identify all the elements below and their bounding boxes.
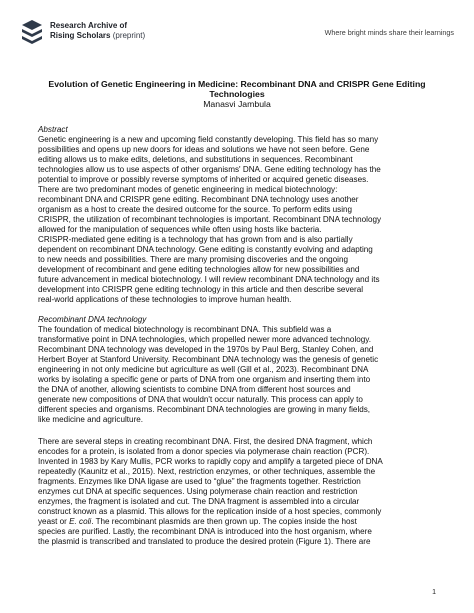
text-line: dependent on recombinant DNA technology. Gene editing is constantly evolving and adapting bbox=[38, 245, 373, 254]
abstract-paragraph bbox=[38, 135, 438, 305]
author-name: Manasvi Jambula bbox=[203, 99, 271, 109]
text-line: works by isolating a specific gene or parts of DNA from one organism and inserting them into bbox=[38, 375, 371, 384]
text-line: Herbert Boyer at Stanford University. Recombinant DNA technology was the genesis of genetic bbox=[38, 355, 379, 364]
text-line: different species and organisms. Recombinant DNA technologies are growing in many fields, bbox=[38, 405, 371, 414]
brand-name bbox=[50, 21, 145, 41]
text-line: development into CRISPR gene editing technology in this article and then describe several bbox=[38, 285, 364, 294]
brand-preprint-label: (preprint) bbox=[112, 31, 146, 40]
recombinant-paragraph-1 bbox=[38, 325, 438, 425]
text-line: There are two predominant modes of genetic engineering in medical biotechnology: bbox=[38, 185, 338, 194]
text-line: CRISPR, the utilization of recombinant technologies is important. Recombinant DNA technology bbox=[38, 215, 382, 224]
text-line: repeatedly (Kaunitz et al., 2015). Next, restriction enzymes, or other techniques, assemble the bbox=[38, 467, 376, 476]
text-line: fragments. Enzymes like DNA ligase are used to “glue” the fragments together. Restriction bbox=[38, 477, 361, 486]
page-header bbox=[20, 18, 454, 50]
text-line: CRISPR-mediated gene editing is a technology that has grown from and is also partially bbox=[38, 235, 353, 244]
abstract-heading: Abstract bbox=[38, 125, 68, 134]
text-line: like medicine and agriculture. bbox=[38, 415, 144, 424]
text-line: real-world applications of these technologies to improve human health. bbox=[38, 295, 292, 304]
text-line: possibilities and opens up new doors for ideas and solutions we have not seen before. Gene bbox=[38, 145, 370, 154]
text-line bbox=[38, 517, 438, 527]
paper-title: Evolution of Genetic Engineering in Medicine: Recombinant DNA and CRISPR Gene Editing Technologies bbox=[48, 79, 426, 99]
page-number: 1 bbox=[432, 589, 436, 596]
text-line: the DNA of another, allowing scientists to combine DNA from different host sources and bbox=[38, 385, 351, 394]
italic-term: E. coli bbox=[69, 517, 92, 526]
text-line: Genetic engineering is a new and upcoming field constantly developing. This field has so many bbox=[38, 135, 379, 144]
text-line: enzymes, the fragment is isolated and cut. The DNA fragment is assembled into a circular bbox=[38, 497, 360, 506]
brand-line-2 bbox=[50, 31, 145, 41]
text-line: organism as a host to create the desired outcome for the source. To perform edits using bbox=[38, 205, 353, 214]
recombinant-dna-heading: Recombinant DNA technology bbox=[38, 315, 147, 324]
text-line: to new needs and possibilities. There are many promising discoveries and the ongoing bbox=[38, 255, 348, 264]
brand-name-bold: Rising Scholars bbox=[50, 31, 111, 40]
archive-logo-icon bbox=[20, 18, 44, 46]
spacer bbox=[38, 305, 438, 315]
text-line: Invented in 1983 by Kary Mullis, PCR works to rapidly copy and amplify a targeted piece of DNA bbox=[38, 457, 383, 466]
text-line: potential to improve or possibly reverse symptoms of inherited or acquired genetic diseases. bbox=[38, 175, 369, 184]
tagline: Where bright minds share their learnings bbox=[324, 28, 454, 37]
text-line: engineering in not only medicine but agriculture as well (Gill et al., 2023). Recombinant DNA bbox=[38, 365, 369, 374]
text-fragment: . The recombinant plasmids are then grown up. The copies inside the host bbox=[91, 517, 357, 526]
paper-body bbox=[38, 125, 438, 547]
recombinant-paragraph-2 bbox=[38, 437, 438, 547]
text-line: generate new compositions of DNA that wouldn't occur naturally. This process can apply to bbox=[38, 395, 363, 404]
title-block bbox=[24, 79, 450, 110]
text-line: encodes for a protein, is isolated from a donor species via polymerase chain reaction (PCR). bbox=[38, 447, 370, 456]
text-fragment: yeast or bbox=[38, 517, 70, 526]
text-line: recombinant DNA and CRISPR gene editing. Recombinant DNA technology uses another bbox=[38, 195, 359, 204]
text-line: Recombinant DNA technology was developed in the 1970s by Paul Berg, Stanley Cohen, and bbox=[38, 345, 374, 354]
text-line: construct known as a plasmid. This allows for the replication inside of a host species, commonly bbox=[38, 507, 382, 516]
text-line: technologies allow us to use aspects of other organisms' DNA. Gene editing technology has the bbox=[38, 165, 381, 174]
text-line: species are purified. Lastly, the recombinant DNA is introduced into the host organism, where bbox=[38, 527, 372, 536]
brand-line-1: Research Archive of bbox=[50, 21, 128, 30]
text-line: development of recombinant and gene editing technologies allow for new possibilities and bbox=[38, 265, 360, 274]
text-line: editing allows us to make edits, deletions, and substitutions in sequences. Recombinant bbox=[38, 155, 353, 164]
text-line: allowed for the manipulation of sequences while often using hosts like bacteria. bbox=[38, 225, 322, 234]
spacer bbox=[38, 425, 438, 437]
text-line: transformative point in DNA technologies, which propelled newer more advanced technology. bbox=[38, 335, 371, 344]
text-line: the plasmid is transcribed and translated to produce the desired protein (Figure 1). There are bbox=[38, 537, 371, 546]
text-line: enzymes cut DNA at specific sequences. Using polymerase chain reaction and restriction bbox=[38, 487, 358, 496]
text-line: future advancement in medical biotechnology. I will review recombinant DNA technology and its bbox=[38, 275, 380, 284]
text-line: The foundation of medical biotechnology is recombinant DNA. This subfield was a bbox=[38, 325, 332, 334]
text-line: There are several steps in creating recombinant DNA. First, the desired DNA fragment, which bbox=[38, 437, 373, 446]
